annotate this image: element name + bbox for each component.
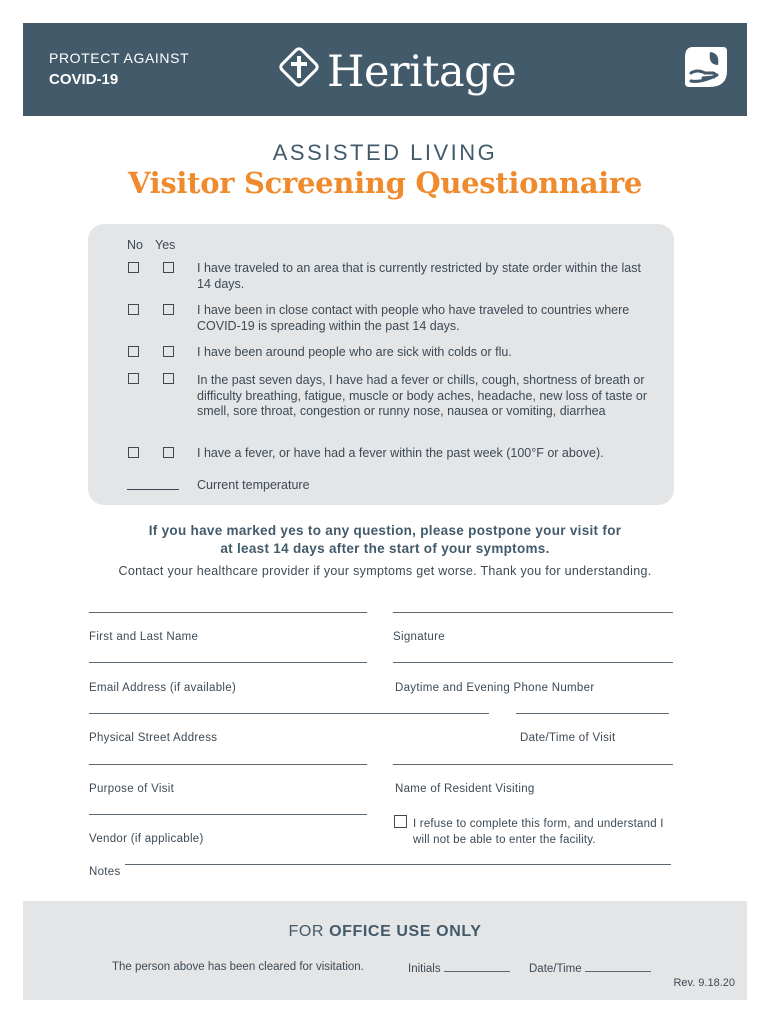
address-label: Physical Street Address <box>89 732 218 744</box>
cross-diamond-icon <box>277 45 321 89</box>
vendor-label: Vendor (if applicable) <box>89 833 204 845</box>
q2-yes-checkbox[interactable] <box>163 304 174 315</box>
covid-label: COVID-19 <box>49 71 119 88</box>
postpone-warning <box>0 522 770 558</box>
email-input[interactable] <box>89 662 367 663</box>
office-datetime-input[interactable] <box>585 961 651 972</box>
phone-label: Daytime and Evening Phone Number <box>395 682 595 694</box>
revision-label: Rev. 9.18.20 <box>673 977 735 989</box>
purpose-input[interactable] <box>89 764 367 765</box>
protect-label: PROTECT AGAINST <box>49 50 190 66</box>
q3-no-checkbox[interactable] <box>128 346 139 357</box>
office-datetime-field <box>529 961 651 975</box>
q1-yes-checkbox[interactable] <box>163 262 174 273</box>
office-title <box>23 923 747 941</box>
office-title-prefix: FOR <box>288 923 325 940</box>
brand-name: Heritage <box>327 47 517 97</box>
subtitle: ASSISTED LIVING <box>272 140 498 165</box>
office-use-section <box>23 901 747 1000</box>
q3-yes-checkbox[interactable] <box>163 346 174 357</box>
resident-input[interactable] <box>393 764 673 765</box>
office-datetime-label: Date/Time <box>529 963 582 975</box>
signature-input[interactable] <box>393 612 673 613</box>
phone-input[interactable] <box>393 662 673 663</box>
email-label: Email Address (if available) <box>89 682 237 694</box>
temperature-label: Current temperature <box>197 478 310 492</box>
office-title-bold: OFFICE USE ONLY <box>329 923 482 940</box>
question-2: I have been in close contact with people who have traveled to countries where COVID-19 is spreading within the past 14 days. <box>197 303 630 333</box>
initials-field <box>408 961 510 975</box>
q4-yes-checkbox[interactable] <box>163 373 174 384</box>
vendor-input[interactable] <box>89 814 367 815</box>
refuse-checkbox[interactable] <box>394 815 407 828</box>
address-input[interactable] <box>89 713 489 714</box>
visit-datetime-label: Date/Time of Visit <box>520 732 616 744</box>
questionnaire-box <box>88 224 674 505</box>
name-input[interactable] <box>89 612 367 613</box>
q5-no-checkbox[interactable] <box>128 447 139 458</box>
resident-label: Name of Resident Visiting <box>395 783 535 795</box>
cleared-statement: The person above has been cleared for visitation. <box>112 961 364 973</box>
purpose-label: Purpose of Visit <box>89 783 175 795</box>
q2-no-checkbox[interactable] <box>128 304 139 315</box>
warning-line-1: If you have marked yes to any question, please postpone your visit for <box>148 523 622 538</box>
hand-leaf-icon <box>683 43 729 91</box>
question-5: I have a fever, or have had a fever within the past week (100°F or above). <box>197 446 604 460</box>
initials-input[interactable] <box>444 961 510 972</box>
warning-line-2: at least 14 days after the start of your symptoms. <box>220 541 550 556</box>
notes-input[interactable] <box>125 864 671 865</box>
question-1: I have traveled to an area that is currently restricted by state order within the last 14 days. <box>197 261 641 291</box>
page-title: Visitor Screening Questionnaire <box>127 166 643 200</box>
visit-datetime-input[interactable] <box>516 713 669 714</box>
name-label: First and Last Name <box>89 631 199 643</box>
contact-note: Contact your healthcare provider if your symptoms get worse. Thank you for understanding. <box>118 564 652 578</box>
yes-column-header: Yes <box>155 238 176 252</box>
notes-label: Notes <box>89 866 121 878</box>
no-column-header: No <box>127 238 143 252</box>
initials-label: Initials <box>408 963 441 975</box>
q1-no-checkbox[interactable] <box>128 262 139 273</box>
question-4: In the past seven days, I have had a fever or chills, cough, shortness of breath or difficulty breathing, fatigue, muscle or body aches, headache, new loss of taste or smell, sore throat, congestion or runny nose, nausea or vomiting, diarrhea <box>197 373 648 418</box>
question-3: I have been around people who are sick with colds or flu. <box>197 345 512 359</box>
q4-no-checkbox[interactable] <box>128 373 139 384</box>
temperature-input[interactable] <box>127 489 179 490</box>
signature-label: Signature <box>393 631 445 643</box>
header-banner <box>23 23 747 116</box>
refuse-text: I refuse to complete this form, and understand I will not be able to enter the facility. <box>413 818 664 846</box>
q5-yes-checkbox[interactable] <box>163 447 174 458</box>
